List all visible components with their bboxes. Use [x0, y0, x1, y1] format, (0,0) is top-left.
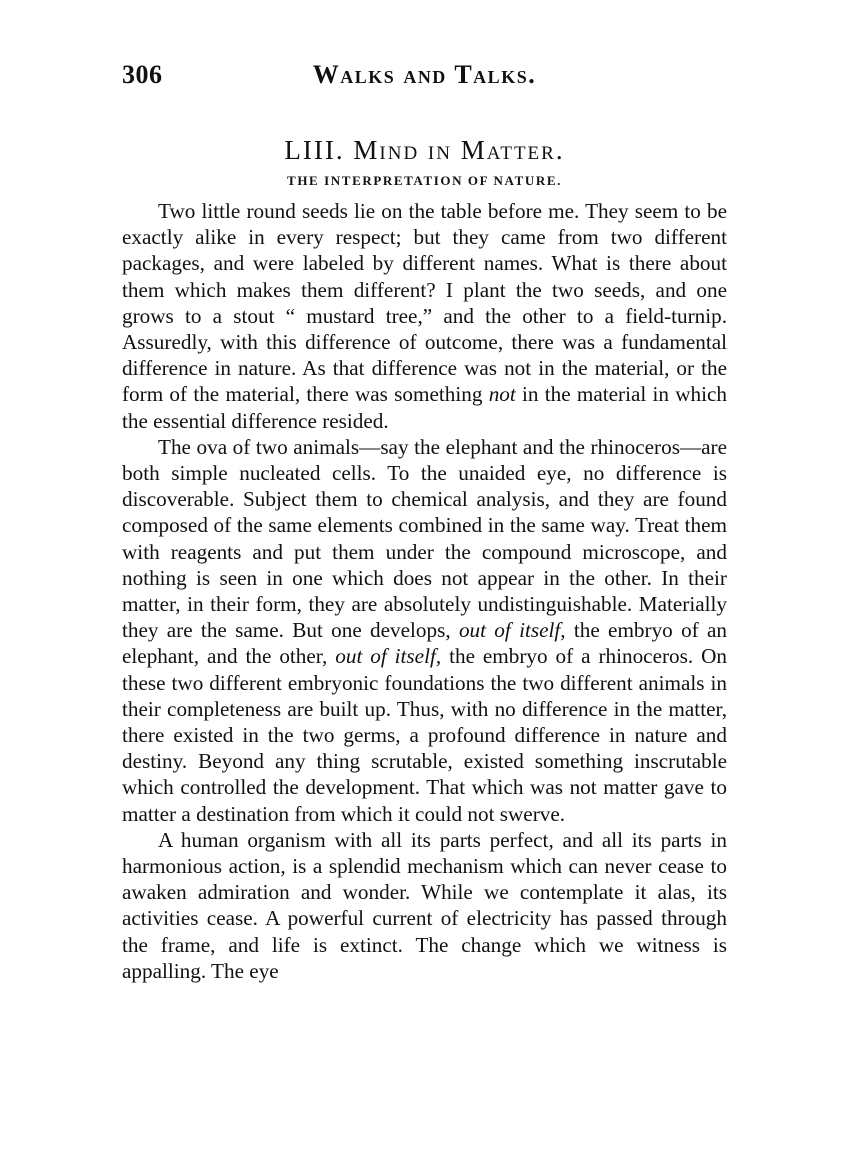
- italic-text-run: out of itself,: [335, 644, 442, 669]
- page-number: 306: [122, 60, 163, 89]
- body-text: [122, 198, 727, 984]
- text-run: the embryo of an elephant, and the other,: [122, 618, 728, 669]
- chapter-subtitle: THE INTERPRETATION OF NATURE.: [287, 173, 562, 188]
- italic-text-run: not: [488, 382, 516, 407]
- running-head: [122, 58, 727, 92]
- text-run: in the material in which the essential difference resided.: [122, 382, 727, 433]
- chapter-title: LIII. Mind in Matter.: [284, 135, 565, 165]
- paragraph: [122, 827, 727, 984]
- text-run: Two little round seeds lie on the table before me. They seem to be exactly alike in every respect; but they came from two different packages, and were labeled by different names. What is there about them which makes them different? I plant the two seeds, and one grows to a stout “ mustard tree,” and the other to a field-turnip. Assuredly, with this difference of outcome, there was a fundamental difference in nature. As that difference was not in the material, or the form of the material, there was something: [122, 199, 727, 407]
- running-title: Walks and Talks.: [312, 60, 537, 89]
- paragraph: [122, 198, 727, 434]
- paragraph: [122, 434, 727, 827]
- text-run: The ova of two animals—say the elephant and the rhinoceros—are both simple nucleated cells. To the unaided eye, no difference is discoverable. Subject them to chemical analysis, and they are found composed of the same elements combined in the same way. Treat them with reagents and put them under the compound microscope, and nothing is seen in one which does not appear in the other. In their matter, in their form, they are absolutely undistinguishable. Materially they are the same. But one develops,: [122, 434, 727, 643]
- italic-text-run: out of itself,: [458, 618, 566, 643]
- text-run: A human organism with all its parts perfect, and all its parts in harmonious action, is a splendid mechanism which can never cease to awaken admiration and wonder. While we contemplate it alas, its activities cease. A powerful current of electricity has passed through the frame, and life is extinct. The change which we witness is appalling. The eye: [122, 827, 727, 983]
- text-run: the embryo of a rhinoceros. On these two different embryonic foundations the two different animals in their completeness are built up. Thus, with no difference in the matter, there existed in the two germs, a profound difference in nature and destiny. Beyond any thing scrutable, existed something inscrutable which controlled the development. That which was not matter gave to matter a destination from which it could not swerve.: [122, 644, 728, 826]
